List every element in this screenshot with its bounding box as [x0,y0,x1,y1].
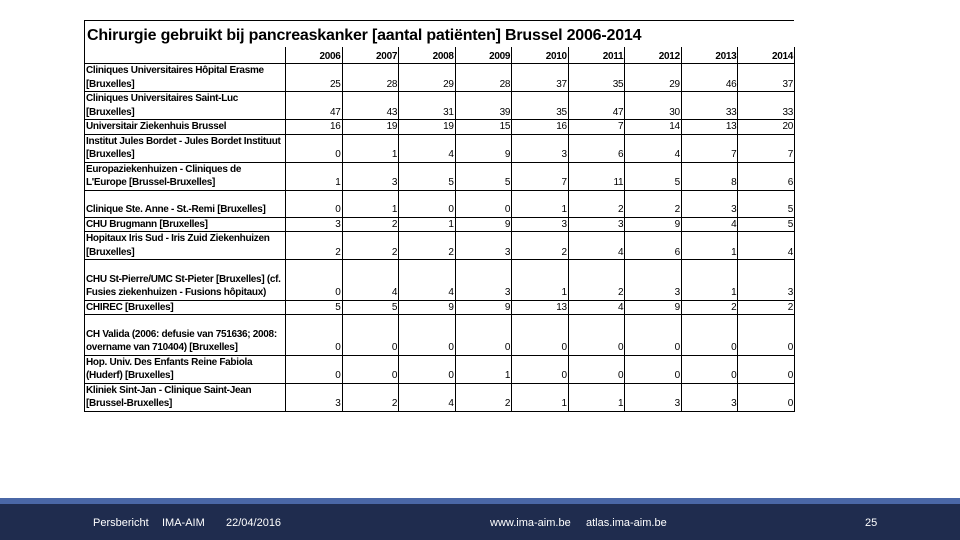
value-cell: 37 [512,64,569,92]
value-cell: 15 [455,120,512,135]
value-cell: 0 [399,355,456,383]
year-header-2007: 2007 [342,47,399,64]
hospital-name: Institut Jules Bordet - Jules Bordet Instituut [Bruxelles] [85,134,286,162]
value-cell: 2 [342,217,399,232]
value-cell: 0 [681,315,738,356]
value-cell: 4 [342,260,399,301]
value-cell: 7 [568,120,625,135]
value-cell: 2 [455,383,512,411]
value-cell: 0 [625,355,682,383]
header-row [85,47,795,64]
value-cell: 7 [681,134,738,162]
value-cell: 28 [455,64,512,92]
value-cell: 3 [681,383,738,411]
value-cell: 1 [568,383,625,411]
table-row [85,217,795,232]
hospital-name: CHIREC [Bruxelles] [85,300,286,315]
value-cell: 1 [342,190,399,217]
value-cell: 3 [738,260,795,301]
value-cell: 9 [455,300,512,315]
value-cell: 5 [286,300,343,315]
value-cell: 2 [286,232,343,260]
value-cell: 4 [681,217,738,232]
value-cell: 4 [399,134,456,162]
value-cell: 3 [455,232,512,260]
value-cell: 16 [512,120,569,135]
value-cell: 25 [286,64,343,92]
value-cell: 0 [738,355,795,383]
value-cell: 0 [286,260,343,301]
hospital-name: Cliniques Universitaires Hôpital Erasme [Bruxelles] [85,64,286,92]
value-cell: 4 [399,383,456,411]
value-cell: 0 [738,383,795,411]
value-cell: 0 [286,355,343,383]
value-cell: 31 [399,92,456,120]
value-cell: 47 [568,92,625,120]
value-cell: 0 [512,315,569,356]
value-cell: 2 [399,232,456,260]
value-cell: 2 [568,260,625,301]
value-cell: 47 [286,92,343,120]
value-cell: 35 [568,64,625,92]
value-cell: 3 [625,383,682,411]
value-cell: 5 [738,217,795,232]
year-header-2009: 2009 [455,47,512,64]
value-cell: 0 [399,315,456,356]
value-cell: 29 [625,64,682,92]
data-table [84,47,795,412]
value-cell: 0 [286,190,343,217]
value-cell: 7 [512,162,569,190]
year-header-2011: 2011 [568,47,625,64]
value-cell: 1 [455,355,512,383]
value-cell: 4 [568,300,625,315]
value-cell: 29 [399,64,456,92]
table-row [85,355,795,383]
value-cell: 0 [342,355,399,383]
value-cell: 14 [625,120,682,135]
value-cell: 5 [399,162,456,190]
value-cell: 3 [681,190,738,217]
value-cell: 5 [342,300,399,315]
value-cell: 3 [342,162,399,190]
value-cell: 0 [625,315,682,356]
value-cell: 28 [342,64,399,92]
table-row [85,92,795,120]
value-cell: 5 [455,162,512,190]
value-cell: 33 [681,92,738,120]
value-cell: 1 [512,383,569,411]
value-cell: 1 [342,134,399,162]
year-header-2012: 2012 [625,47,682,64]
hospital-name: CHU Brugmann [Bruxelles] [85,217,286,232]
value-cell: 1 [681,232,738,260]
value-cell: 37 [738,64,795,92]
table-row [85,134,795,162]
footer [0,504,960,540]
value-cell: 5 [625,162,682,190]
value-cell: 0 [681,355,738,383]
table-row [85,120,795,135]
value-cell: 0 [286,315,343,356]
value-cell: 9 [625,217,682,232]
header-label-cell [85,47,286,64]
value-cell: 0 [512,355,569,383]
value-cell: 1 [512,190,569,217]
value-cell: 9 [455,217,512,232]
value-cell: 7 [738,134,795,162]
value-cell: 0 [568,355,625,383]
value-cell: 11 [568,162,625,190]
value-cell: 0 [342,315,399,356]
value-cell: 0 [738,315,795,356]
value-cell: 30 [625,92,682,120]
page-number: 25 [865,517,878,529]
value-cell: 3 [286,217,343,232]
value-cell: 6 [738,162,795,190]
hospital-name: Clinique Ste. Anne - St.-Remi [Bruxelles] [85,190,286,217]
table-row [85,190,795,217]
year-header-2006: 2006 [286,47,343,64]
value-cell: 1 [681,260,738,301]
value-cell: 2 [512,232,569,260]
hospital-name: Cliniques Universitaires Saint-Luc [Bruxelles] [85,92,286,120]
footer-atlas-link[interactable]: atlas.ima-aim.be [586,517,667,529]
hospital-name: Hopitaux Iris Sud - Iris Zuid Ziekenhuizen [Bruxelles] [85,232,286,260]
value-cell: 13 [681,120,738,135]
hospital-name: Universitair Ziekenhuis Brussel [85,120,286,135]
year-header-2014: 2014 [738,47,795,64]
hospital-name: CH Valida (2006: defusie van 751636; 2008: overname van 710404) [Bruxelles] [85,315,286,356]
value-cell: 16 [286,120,343,135]
value-cell: 2 [738,300,795,315]
table-title: Chirurgie gebruikt bij pancreaskanker [aantal patiënten] Brussel 2006-2014 [84,20,794,47]
hospital-name: Kliniek Sint-Jan - Clinique Saint-Jean [Brussel-Bruxelles] [85,383,286,411]
value-cell: 3 [568,217,625,232]
hospital-name: Hop. Univ. Des Enfants Reine Fabiola (Huderf) [Bruxelles] [85,355,286,383]
value-cell: 19 [399,120,456,135]
table-row [85,260,795,301]
value-cell: 2 [681,300,738,315]
footer-website-link[interactable]: www.ima-aim.be [490,517,571,529]
value-cell: 0 [455,315,512,356]
value-cell: 5 [738,190,795,217]
value-cell: 4 [399,260,456,301]
value-cell: 3 [512,217,569,232]
year-header-2008: 2008 [399,47,456,64]
value-cell: 8 [681,162,738,190]
hospital-name: Europaziekenhuizen - Cliniques de L'Europe [Brussel-Bruxelles] [85,162,286,190]
value-cell: 9 [455,134,512,162]
value-cell: 2 [625,190,682,217]
footer-date: 22/04/2016 [226,517,282,529]
value-cell: 9 [625,300,682,315]
value-cell: 0 [286,134,343,162]
table-row [85,232,795,260]
value-cell: 4 [738,232,795,260]
table-row [85,383,795,411]
value-cell: 19 [342,120,399,135]
value-cell: 2 [568,190,625,217]
table-row [85,64,795,92]
value-cell: 3 [625,260,682,301]
hospital-name: CHU St-Pierre/UMC St-Pieter [Bruxelles] (cf. Fusies ziekenhuizen - Fusions hôpitaux) [85,260,286,301]
table-row [85,162,795,190]
value-cell: 39 [455,92,512,120]
value-cell: 1 [399,217,456,232]
footer-persbericht: Persbericht [93,517,149,529]
value-cell: 46 [681,64,738,92]
spreadsheet [84,20,794,412]
value-cell: 6 [568,134,625,162]
year-header-2013: 2013 [681,47,738,64]
footer-org: IMA-AIM [162,517,205,529]
year-header-2010: 2010 [512,47,569,64]
value-cell: 3 [455,260,512,301]
value-cell: 0 [568,315,625,356]
value-cell: 43 [342,92,399,120]
value-cell: 33 [738,92,795,120]
value-cell: 35 [512,92,569,120]
value-cell: 1 [512,260,569,301]
value-cell: 20 [738,120,795,135]
value-cell: 2 [342,383,399,411]
value-cell: 9 [399,300,456,315]
value-cell: 6 [625,232,682,260]
value-cell: 0 [399,190,456,217]
value-cell: 3 [286,383,343,411]
value-cell: 13 [512,300,569,315]
table-row [85,315,795,356]
value-cell: 1 [286,162,343,190]
table-row [85,300,795,315]
value-cell: 3 [512,134,569,162]
value-cell: 4 [625,134,682,162]
value-cell: 4 [568,232,625,260]
value-cell: 2 [342,232,399,260]
value-cell: 0 [455,190,512,217]
